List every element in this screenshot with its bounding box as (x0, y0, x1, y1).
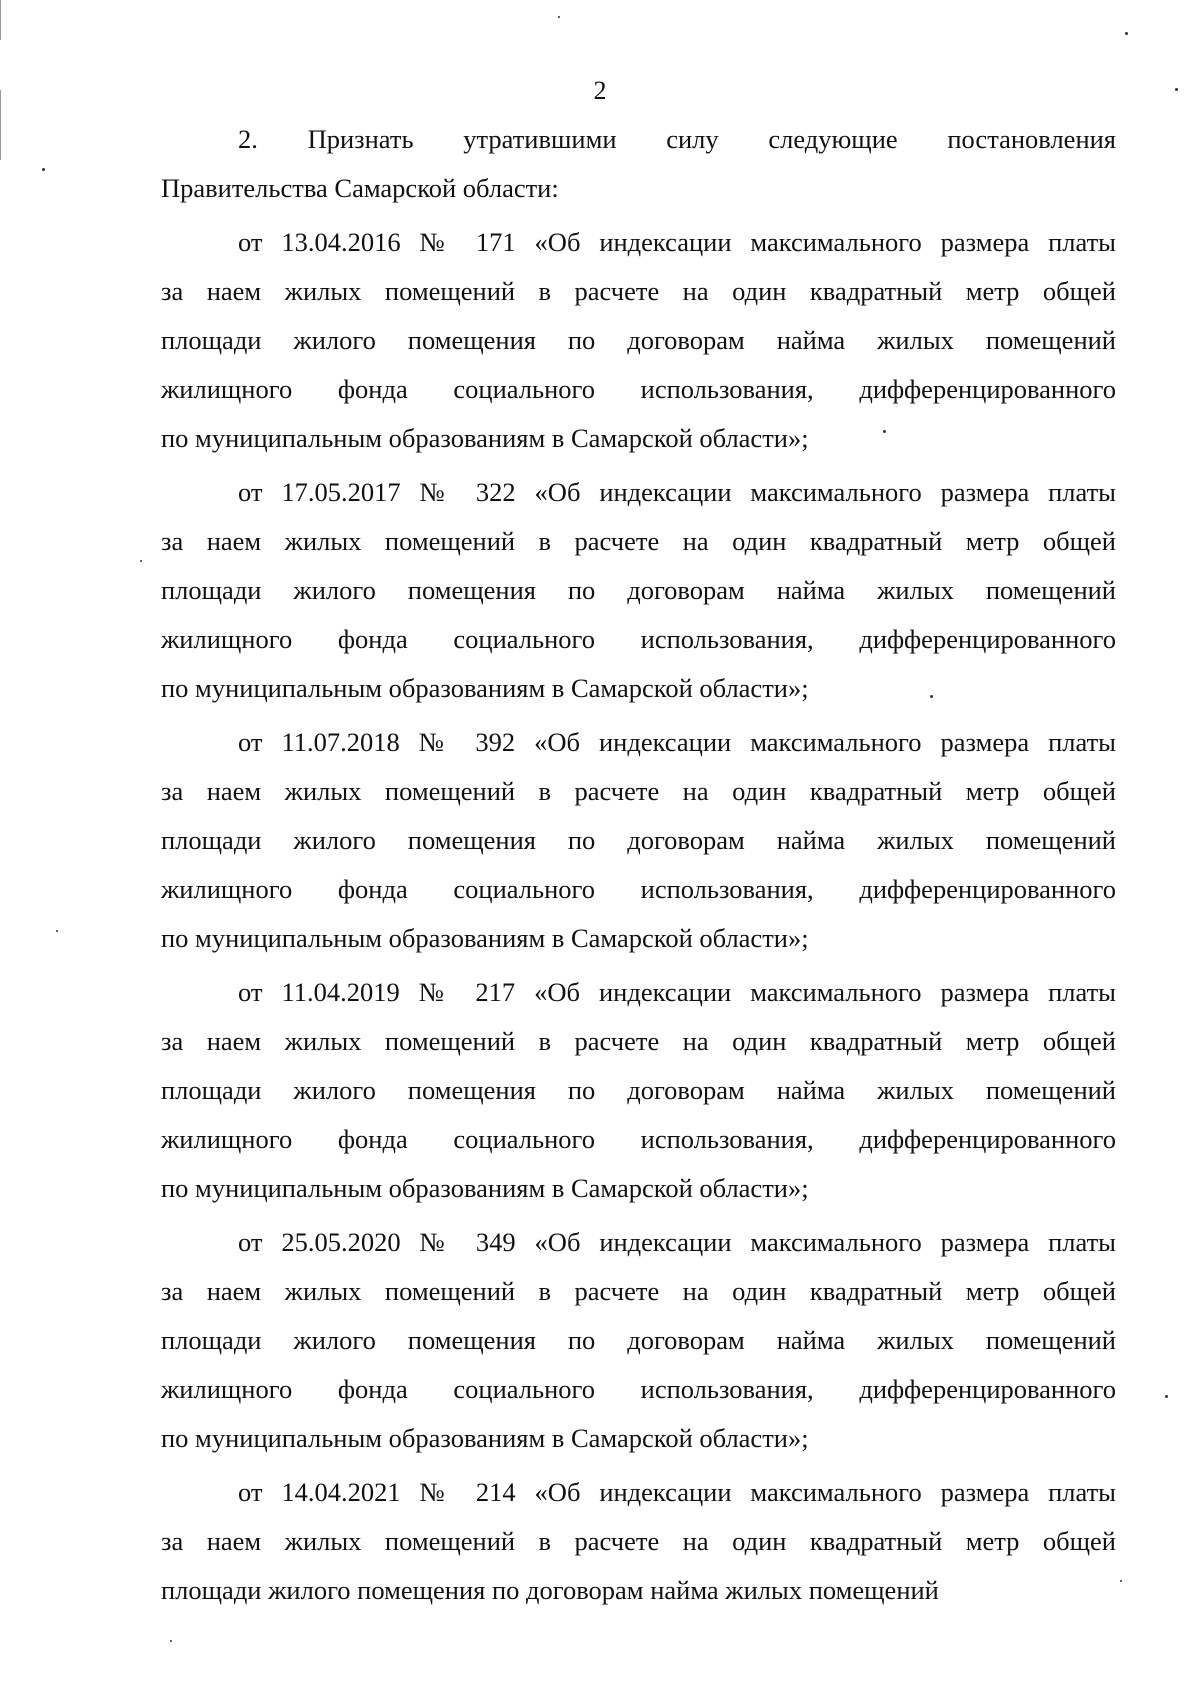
text-line: по муниципальным образованиям в Самарской области»; (161, 1173, 809, 1203)
text-line: за наем жилых помещений в расчете на один квадратный метр общей (161, 776, 1116, 806)
paragraph (161, 1468, 1116, 1615)
text-line: от 14.04.2021 № 214 «Об индексации максимального размера платы (238, 1477, 1116, 1507)
text-line: от 25.05.2020 № 349 «Об индексации максимального размера платы (238, 1227, 1116, 1257)
text-line: жилищного фонда социального использования, дифференцированного (161, 374, 1116, 404)
text-line: площади жилого помещения по договорам найма жилых помещений (161, 325, 1116, 355)
scan-speck (56, 930, 58, 932)
scan-speck (1125, 32, 1128, 35)
text-line: площади жилого помещения по договорам найма жилых помещений (161, 1325, 1116, 1355)
text-line: площади жилого помещения по договорам найма жилых помещений (161, 575, 1116, 605)
scan-speck (140, 560, 142, 562)
text-line: за наем жилых помещений в расчете на один квадратный метр общей (161, 526, 1116, 556)
paragraph (161, 718, 1116, 963)
scan-speck (42, 168, 45, 171)
paragraph (161, 115, 1116, 213)
text-line: за наем жилых помещений в расчете на один квадратный метр общей (161, 1276, 1116, 1306)
scan-speck (558, 16, 560, 18)
text-line: по муниципальным образованиям в Самарской области»; (161, 423, 809, 453)
paragraph (161, 218, 1116, 463)
text-line: по муниципальным образованиям в Самарской области»; (161, 923, 809, 953)
text-line: жилищного фонда социального использования, дифференцированного (161, 874, 1116, 904)
paragraph (161, 968, 1116, 1213)
text-line: жилищного фонда социального использования, дифференцированного (161, 624, 1116, 654)
scan-speck (930, 695, 933, 698)
text-line: от 17.05.2017 № 322 «Об индексации максимального размера платы (238, 477, 1116, 507)
text-line: жилищного фонда социального использования, дифференцированного (161, 1374, 1116, 1404)
text-line: за наем жилых помещений в расчете на один квадратный метр общей (161, 1526, 1116, 1556)
text-line: по муниципальным образованиям в Самарской области»; (161, 1423, 809, 1453)
text-line: Правительства Самарской области: (161, 173, 559, 203)
text-line: площади жилого помещения по договорам найма жилых помещений (161, 825, 1116, 855)
text-line: за наем жилых помещений в расчете на один квадратный метр общей (161, 276, 1116, 306)
text-line: от 11.07.2018 № 392 «Об индексации максимального размера платы (238, 727, 1116, 757)
text-line: площади жилого помещения по договорам найма жилых помещений (161, 1075, 1116, 1105)
scan-edge-mark (0, 0, 1, 40)
text-line: за наем жилых помещений в расчете на один квадратный метр общей (161, 1026, 1116, 1056)
text-line: площади жилого помещения по договорам найма жилых помещений (161, 1575, 939, 1605)
document-body (161, 115, 1116, 1620)
text-line: от 13.04.2016 № 171 «Об индексации максимального размера платы (238, 227, 1116, 257)
scan-speck (1175, 88, 1178, 91)
text-line: жилищного фонда социального использования, дифференцированного (161, 1124, 1116, 1154)
scan-speck (170, 1640, 172, 1642)
text-line: 2. Признать утратившими силу следующие постановления (238, 124, 1116, 154)
scan-speck (1165, 1395, 1168, 1398)
scan-speck (1120, 1580, 1122, 1582)
paragraph (161, 1218, 1116, 1463)
paragraph (161, 468, 1116, 713)
text-line: от 11.04.2019 № 217 «Об индексации максимального размера платы (238, 977, 1116, 1007)
text-line: по муниципальным образованиям в Самарской области»; (161, 673, 809, 703)
page-number: 2 (593, 76, 607, 105)
scan-speck (883, 430, 886, 433)
